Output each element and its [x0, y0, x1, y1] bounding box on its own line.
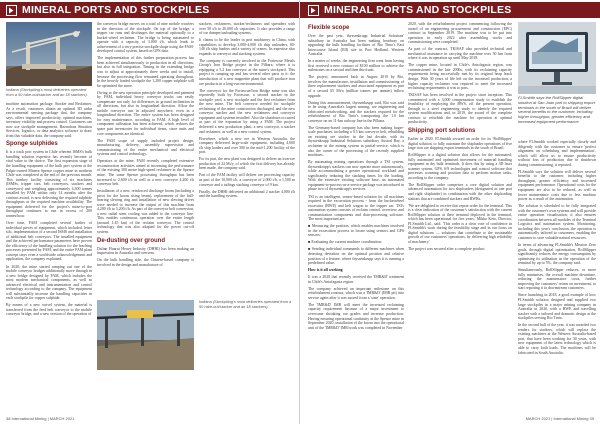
right-page-header: [300, 2, 600, 18]
bullet-item: ■ Measuring the position, which enables machines involved in the excavation process to locate using sensors and GPS sensors;: [308, 224, 404, 238]
paragraph: In a matter of weeks, the engineering firm went from having first received a new contract of $100 million to achieve the milestones on a second and then third unit.: [308, 59, 404, 73]
right-column-2: [408, 22, 512, 254]
right-page: [300, 0, 600, 424]
right-header-title: MINERAL PORTS AND STOCKPILES: [324, 4, 512, 16]
subheading-flexible-scope: Flexible scope: [308, 25, 350, 31]
paragraph: FLSmidth says the solution will deliver several benefits to the customer, including higher throughput, greater efficiency and increased equipment performance. Operational costs for the equipment are also to be reduced, as well as lower maintenance costs due to less machine power as a result of the automation.: [518, 169, 596, 202]
paragraph: where FLSmidth worked especially closely and diligently with the customer to ensure 'perfect alignment on scheduling and implementation', which will allow us to ensure productivity without loss of production due to shutdown during commissioning, it reported.: [518, 140, 596, 167]
paragraph: TKISAF has been involved in the project since inception. This commenced with a 3,000 compensation study to establish the feasibility of employing the BWS, off the present operation, through to a steel engineering study to identify the required system modifications and, in 2019, the award of the complete contract to refurbish the machine for operation at optimal productivity.: [408, 93, 512, 125]
paragraph: It claims to be the leader in port machinery in China, with capabilities to develop 3,000-4,000 t/h ship unloaders, 80-140 t/h ship loaders and a variety of cranes. Its expertise also expands to conveyor and stacking systems.: [199, 38, 295, 56]
left-photo-caption: Indiana (Stockpiling's most deliveries operated from a 50 rake-out/stacker and an 18 stackers).: [6, 87, 88, 97]
paragraph: Over time, FAM completed several further of individual pieces of equipment, which included, letter silo, implementation of a second ISMS and installation of additional belt conveyors. The installed equipment and the achieved performance parameters have proven the efficiency of the handling solution for the leaching processes presented by FAM, and the entire FAM plant concept stays even a worldwide acknowledgement and application, the company explained.: [6, 221, 92, 262]
paragraph: Dalian Huarui Heavy Industry (DHHI) has been making an impression in Australia and overseas.: [97, 246, 194, 256]
paragraph-lead: How is it all working: [308, 268, 343, 273]
paragraph: The solution is scheduled to be fully integrated with the customer's own systems and will provide entire operation visualisation, it also ensures coordination between all modules of the Terminal Logistics and automation system. Monitoring, including this year's conclusion, the operation is automatically tailored to customers, enabling the customer to save valuable natural resources.: [518, 204, 596, 240]
paragraph: The conveyor for the Fortescue/Iron Bridge mine was also reportedly built by Fortescue, a second stacker in the stockpile yard, a new stockpile and the first reclaimer from the new mine. The belt conveyor needed for stockpile reclaiming of the mine construction discharged, and the new conveyor stacker and the new reclaimers and conveyor equipment and systems installed. Also the shutdown occurred as part of the expansion by using a FAM. The project delivered a new production plant, a new conveyor, a stacker and reclaimer, as well as a new control system.: [199, 88, 295, 134]
paragraph: Part of the FAM facility will deliver ore processing capacity as part of the 10,000 t/h, a conveyor of 2,000 t/h, a 1,500 m conveyor and a tailings stacking conveyor of 9 km.: [199, 173, 295, 187]
paragraph: In 2020, the mine started ramping out one of the mobile conveyor bridges additionally move through in a new bridge designed by FAM, which includes the most modern mechanical components, as well as advanced electrical and instrumentation and control technology according to the company. The equipment will substantially increase the handling capacities in each stockpile for copper sulphide.: [6, 264, 92, 301]
paragraph: Finally, the DHHI delivered an additional 2 stacker 4,000 t/h and the handling system.: [199, 189, 295, 199]
paragraph: As part of the contract, TKISAF also provided technical and mechanical assistance in carrying the machine over 50 km from where it was in operation up until May 2018.: [408, 47, 512, 61]
paragraph: In terms of advancing FLSmidth's Mission Zero goals, through digital optimisation, RollSlipper significantly reduces the energy consumption by optimising its utilisation in the operation of the terminal by up to 5%, the company said.: [518, 242, 596, 266]
paragraph: It was a 2020 that recently received the 'IMR&D' treatment in Chile's Antofagasta region.: [308, 275, 404, 284]
paragraph: Elsewhere, which a new ore in Western Australia, the company delivered large-scale equipment, including 4,000 t/h ship loaders and over 500 in the mid-1,200 facility of the port.: [199, 136, 295, 155]
paragraph: Over the past year, thyssenkrupp Industrial Solutions' subsidiary in Australia has been making headway on upgrading the bulk handling facilities of Rio Tinto's East Intercourse Island (EII) site in Port Hedland, Western Australia.: [308, 34, 404, 57]
stacker-reclaimer-photo: [6, 22, 92, 86]
left-column-2: [97, 22, 194, 270]
paragraph: On the bulk handling side, the Chinese-based company is involved in the design and manufacture of: [97, 258, 194, 267]
paragraph: The Germany-based company has also been making larger-scale purchases, including a 9.5 km conveyor belt, rebuilding an existing ore stacker in the last decade, with its thyssenkrupp Industrial Solutions subsidiary Austral Bay, a reclaimer in the mining system in partial-service, which is also the owner of the processing of the recently supplied machines.: [308, 125, 404, 158]
paragraph: The RollSlipper order comprises a core digital solution and advanced automation for two shiploaders (designated as one port and right shiploader) in combination with the other shiploading stations that are combined stackers and BWRs.: [408, 182, 512, 201]
subheading-dedusting: De-dusting over ground: [97, 237, 165, 244]
left-header-title: MINERAL PORTS AND STOCKPILES: [22, 4, 210, 16]
paragraph: The implementation of this further preparation process has been achieved simultaneously to production in all directions, but also in full integration. Timing in the extending bridge was to adjust at approximately three weeks and to install, because the processing flow remained operating throughout. In the heavily loaded stockpile the 1,200 copper sulphide will be optimised the more.: [97, 56, 194, 88]
paragraph: 2020, with the refurbishment project commencing following the award of an engineering procurement and construction (EPC) contract in September 2019. The machine was to be put into operation in early 2022 after assembling works and commissioning were completed.: [408, 22, 512, 45]
paragraph: Owing to the new operation principle developed and patented by FAM, individual heavy conveyor trucks can easily compensate not only for differences in ground inclination in all directions, but also in longitudinal direction. Allow the mobile conveyor run in adjusted anywhere, even in a longitudinal direction. The entire system has been designed for easy maintenance, according to FAM. A high level of component utilisation has been achieved, which reduces the spare part inventories for individual items, since units and core components are identical.: [97, 90, 194, 136]
paragraph: RollSlipper is a digital solution that allows for the automated, fully automated and optimised movement of material handling equipment in dry bulk terminals. It does this by using a 3D laser scanner system, GPS, 6/9 technologies and control software that processes scanning and position data to perform motion tasks, according to the company.: [408, 153, 512, 180]
paragraph: In the second half of the year, it was awarded two tenders for stackers, which will replace the existing machines at the Western Australia-based port, that have been working for 30 years, with new equipment of the latest technology which is able to carry both loads. The machines will be fabricated in South Australia.: [518, 323, 596, 355]
left-page-header: [0, 2, 300, 18]
left-footer: 38 International Mining | MARCH 2021: [6, 416, 75, 421]
right-column-3: [518, 140, 596, 358]
paragraph: TSI is an intelligent, sensor-based solution for all machines required in the excavation process - from the bucketwheel excavator (BWE) and belt wagon to the tripper car. TSI's automation system consists of reclaim control, overview, and communication components and data-processing software. The most important are:: [308, 194, 404, 222]
header-arrow-icon: [6, 5, 17, 16]
bullet-item: ■ Evaluating the current machine coordination;: [308, 240, 382, 245]
paragraph: The FAM scope of supply included project design, manufacturing, delivery, assembly supervision and commissioning of the entire mechanical and electrical systems and control technology.: [97, 138, 194, 157]
right-column-1: [308, 22, 404, 333]
left-column-1: [6, 102, 92, 320]
paragraph: The copper mine, located in Chile's Antofagasta region, was commissioned in the late 2000s, with its reclaiming capacity requirements being successfully met by its original heap leach design. With 30 years of life left on the increased production, a higher capacity reclaimer was required to meet the increased reclaiming requirements it was to pass.: [408, 63, 512, 91]
paragraph: machine automation package, Stacker and Reclaimer. As a result, customers obtain an optimal 3D radar environmental sensing package that, the company says, offers improved productivity, optimal machines, inventory visibility and process control. Customers can now use stockpile management, Hazardous Situation Services, logistics, or data analytics software to draw from this valuable data, the company said.: [6, 102, 92, 138]
paragraph: The company is currently involved in the Fortescue Metals Group's Iron Bridge project in the Pilbara, where it is equipping a 5.2 km conveyor at the mine's stockyard. This project is ramping up and has several other parts to it: the introduction of a new magnetite plant that will produce iron ore products in a long-run environmental.: [199, 58, 295, 86]
paragraph: Installation of a new, reinforced discharge boom (including a pivot for the boom rising beam), replacement of the ball-bearing slewing ring and installation of new slewing drives were needed to increase the output of this machine from 4,200 t/h to 5,200 t/h. As part of the conveyor belt conversion, a new radial stem cooling was added to the conveyor line. This enables continuous operation over the entire length (around 1.45 km) of the reclaim conveyor. The control technology that was also adapted for the power cut-off system.: [97, 189, 194, 235]
paragraph: Simultaneously, RollSlipper reduces, or more fully minimises, the overall machine downtime, reducing the maintenance costs, further improving the customers' return on investment, to start reporting it to downstream customers.: [518, 268, 596, 291]
paragraph: Operators at the mine, FAM recently completed extensive reconstruction activities aimed at increasing the performance of the existing 300 metre high-speed reclaimer in the Spence mine. The same Spence processing throughput has been increased to 2,600 t/h as well as a new conveyor 4,200 t/h conveyor belt.: [97, 159, 194, 187]
paragraph: The 'IMR&D' IMR will meet the increased reclaiming capacity requirement because of a major investment to overcome shrinking ore grades and increase production. Having ensuring operational continuity at the Spence mine in September 2020, installation of the boom into the operational unit of the 'IMR&D' IMR/work was completed in November: [308, 302, 404, 330]
paragraph: During this announcement, thyssenkrupp said, Rio was said to be using Australia's largest mining, ore engineering and fabricated metalworking, and the stackers required for the refurbishment of Rio Tinto's transporting the 1.0 km conveyor on an 11-km railway line in the Pilbara.: [308, 100, 404, 123]
paragraph: 'We are delighted to receive this repeat order for the terminal. This is a clear indication of the customer's satisfaction with the current RollSlipper solution at their terminal deployed in the terminal, which has been operational for five years,' Mikko Keto, Director, FLSmidth Ltd., said. 'This order is a clear vote of confidence in FLSmidth's work during the feasibility stage and in our focus on digital solutions — solutions that contribute to the sustainable growth of our customers' operations, by delivering high reliability of machinery.': [408, 203, 512, 244]
header-arrow-icon: [308, 5, 319, 16]
paragraph: By means of a new swivel system, the material is transferred from the feed belt conveyor to the mobile conveyor bridge, and a new version of the operation of: [6, 303, 92, 317]
left-bottom-caption: [199, 300, 295, 309]
paragraph: The project, announced back in August 2019 by Rio, involves the manufacture, installation and commissioning of three replacement stackers and associated equipment as part of a second 65 Mt/a (million tonnes per annum) inflow upgrade.: [308, 75, 404, 98]
paragraph: Earlier in 2020, FLSmidth secured an order for its 'RollSlipper' digital solution, to fully automate the shiploader operations of five large iron ore shipping export terminals in the south of Brazil.: [408, 136, 512, 151]
shiploader-screen-photo: [518, 22, 596, 94]
paragraph: the conveyor bridge moves on a total of nine mobile crawlers in the direction of the stockpile. On top of the bridge, a tripper car runs and discharges the material optionally to a bucket-wheel reclaimer. The bridge is being automated to operate with a capacity of 3,000 t/h, which leads to achievement of a very precise stockpile shape using the FAM-developed control system, based on GPS data.: [97, 22, 194, 54]
right-photo-caption: FLSmidth says the RollSlipper digital solution at San Juan port to shipping export terminals in the south of Brazil will deliver several benefits to the customer, including higher throughput, greater efficiency and increased equipment performance: [518, 95, 595, 124]
paragraph: The project was secured after a complete product: [408, 247, 485, 252]
subheading-shipping-port-solutions: Shipping port solutions: [408, 127, 476, 134]
paragraph: By automating mining operations through a TSI system, thyssenkrupp's stackers can now operate more autonomously, while accommodating a greater operational workload and significantly reducing the stacking times for the loading. With the extensive existing software base, an automated equipment-to-process-as-a-service package was introduced in phase two of thyssenkrupp's services.: [308, 160, 404, 192]
paragraph: For its part, the new plant was designed to deliver an iron-ore production of 22 Mt/y, of which the first delivery has already been made, the company said.: [199, 157, 295, 171]
paragraph: stackers, reclaimers, stacker/reclaimers and spreaders with over 50 t/h to 20,000 t/h capacities. It also provides a range of car dumper/unloading systems.: [199, 22, 295, 36]
paragraph: It is a track port system in Chile wherein ISMS's bulk handling solution expertise has recently become of vital value to the choice. The first expansion stage of the handling equipment of the bulk port system at the Pulpit-owned Minera Spence copper mine in northern Chile was completed at the end of the previous month. This turnkey facility consisting of six machines (ISMSs, tripper cars, belt conveyors, stackers and conveyors) and weighing approximately 4,300 tonnes installed by FAM within only 14 months after the contract award, is now delivering the required sulphide throughputs at the required machine availability. The equipment delivered for the project's mine-to-port throughput continues to run in excess of 200 tonnes/hour.: [6, 150, 92, 219]
paragraph: Since launching in 2018, a good example of how FLSmidth solution designed and supplied two large stockpiles in a major mining company in Australia in 2020, with a BWE and travelling stacker with a tailored and dramatic design at the stockpiles serving Rio Tinto.: [518, 293, 596, 321]
left-column-3: [199, 22, 295, 201]
caption-text: Indiana (Stockpiling's most deliveries operated from a 50 rake-out/stacker and an 18 stackers).: [199, 299, 292, 309]
bridge-conveyor-photo: [97, 300, 194, 370]
subheading-sponge-sulphides: Sponge sulphides: [6, 141, 58, 148]
bullet-item: ■ Sending individual commands to different machines when detecting deviation on the optimal position and relative position of a feature, where thyssenkrupp says it is running a predefined value.: [308, 247, 404, 266]
right-footer: MARCH 2021 | International Mining 39: [525, 416, 594, 421]
paragraph: The company achieved an important milestone on this refurbishment contract, which was a 'IMR&D' (IMR pit) into service again after it was moved from a 'state' operation.: [308, 286, 404, 300]
